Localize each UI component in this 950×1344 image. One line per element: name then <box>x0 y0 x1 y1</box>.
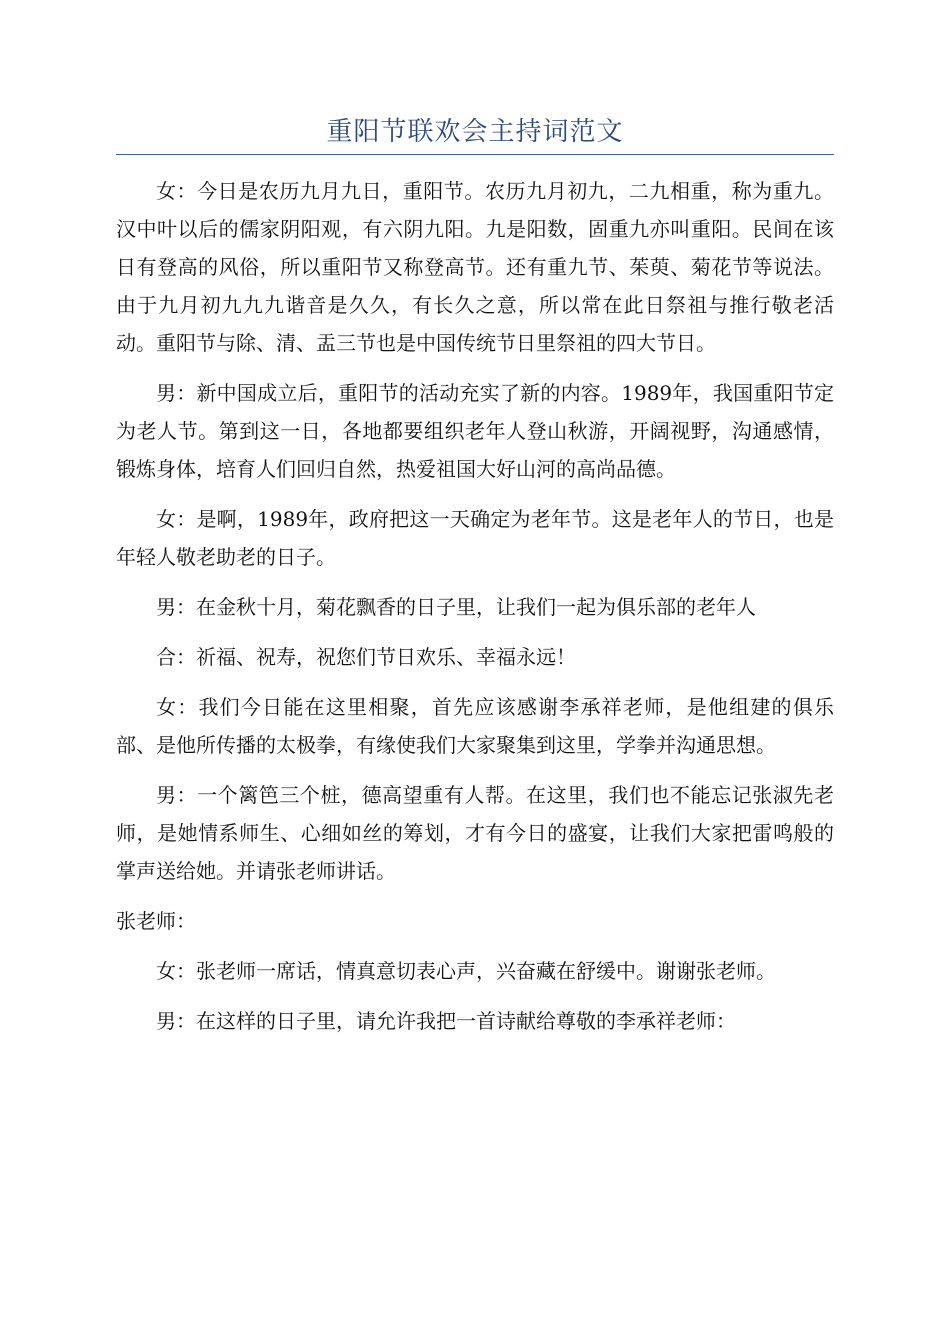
document-body <box>116 172 834 1052</box>
paragraph-1: 女：今日是农历九月九日，重阳节。农历九月初九，二九相重，称为重九。汉中叶以后的儒家阴阳观，有六阴九阳。九是阳数，固重九亦叫重阳。民间在该日有登高的风俗，所以重阳节又称登高节。还有重九节、茱萸、菊花节等说法。由于九月初九九九谐音是久久，有长久之意，所以常在此日祭祖与推行敬老活动。重阳节与除、清、盂三节也是中国传统节日里祭祖的四大节日。 <box>116 179 834 355</box>
paragraph-3: 女：是啊，1989年，政府把这一天确定为老年节。这是老年人的节日，也是年轻人敬老助老的日子。 <box>116 507 834 569</box>
paragraph-8: 张老师： <box>116 909 196 933</box>
paragraph-9: 女：张老师一席话，情真意切表心声，兴奋藏在舒缓中。谢谢张老师。 <box>156 959 776 983</box>
paragraph-7: 男：一个篱笆三个桩，德高望重有人帮。在这里，我们也不能忘记张淑先老师，是她情系师生、心细如丝的筹划，才有今日的盛宴，让我们大家把雷鸣般的掌声送给她。并请张老师讲话。 <box>116 783 834 883</box>
paragraph-2: 男：新中国成立后，重阳节的活动充实了新的内容。1989年，我国重阳节定为老人节。第到这一日，各地都要组织老年人登山秋游，开阔视野，沟通感情，锻炼身体，培育人们回归自然，热爱祖国大好山河的高尚品德。 <box>116 381 834 481</box>
paragraph-10: 男：在这样的日子里，请允许我把一首诗献给尊敬的李承祥老师： <box>156 1009 736 1033</box>
paragraph-4: 男：在金秋十月，菊花飘香的日子里，让我们一起为俱乐部的老年人 <box>156 595 756 619</box>
document-title: 重阳节联欢会主持词范文 <box>326 117 624 147</box>
paragraph-5: 合：祈福、祝寿，祝您们节日欢乐、幸福永远！ <box>156 645 576 669</box>
title-underline <box>116 154 834 155</box>
paragraph-6: 女：我们今日能在这里相聚，首先应该感谢李承祥老师，是他组建的俱乐部、是他所传播的太极拳，有缘使我们大家聚集到这里，学拳并沟通思想。 <box>116 695 834 757</box>
